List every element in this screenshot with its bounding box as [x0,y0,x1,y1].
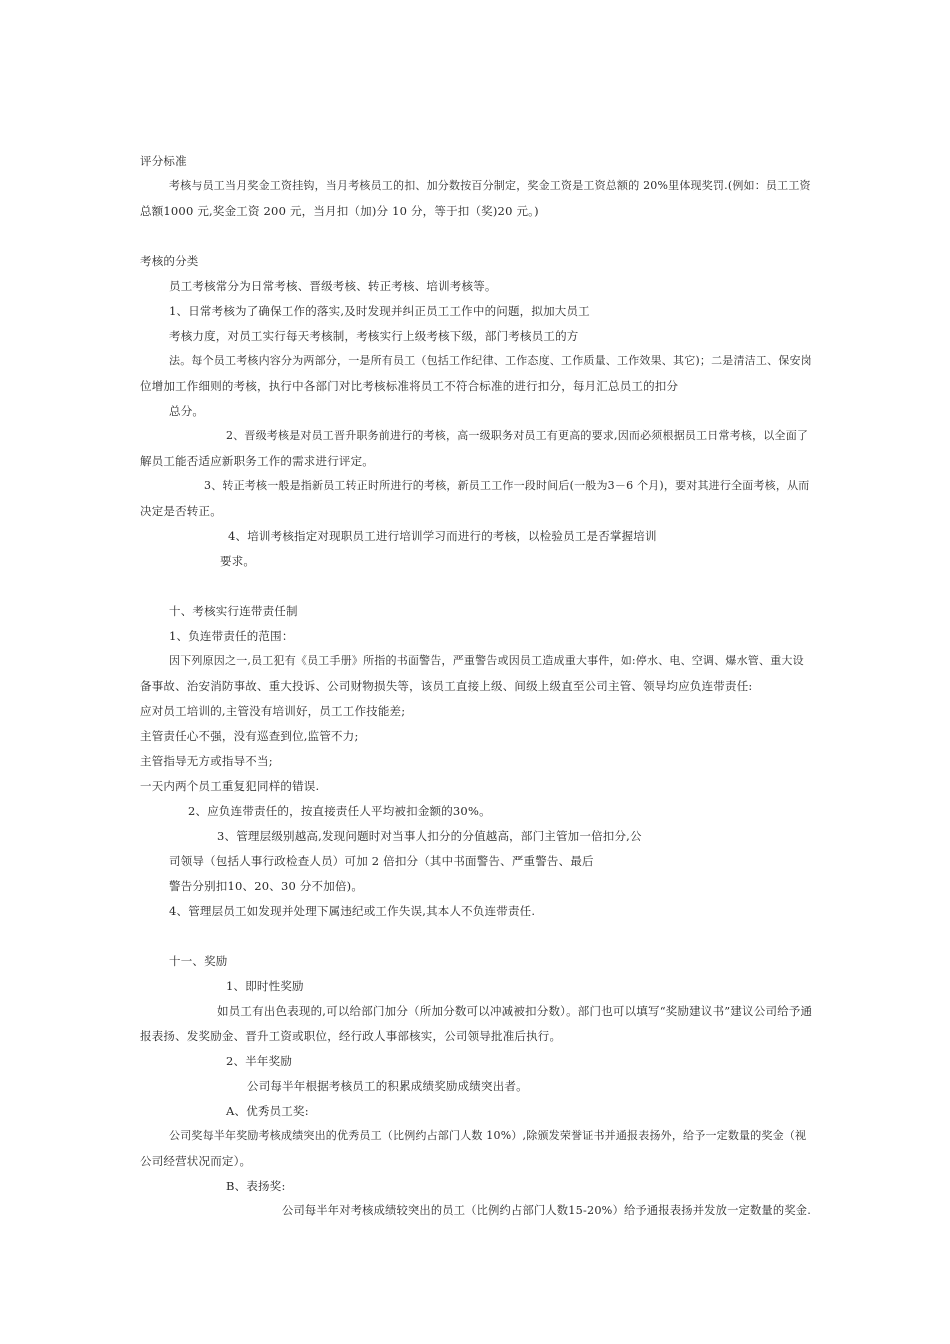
paragraph-line: 考核与员工当月奖金工资挂钩，当月考核员工的扣、加分数按百分制定，奖金工资是工资总额的 20%里体现奖罚.(例如：员工工资 [169,179,811,192]
list-item: 2、晋级考核是对员工晋升职务前进行的考核，高一级职务对员工有更高的要求,因而必须根据员工日常考核，以全面了 [226,429,809,442]
paragraph-line: 报表扬、发奖励金、晋升工资或职位，经行政人事部核实，公司领导批准后执行。 [140,1029,562,1043]
subsection-title: 2、半年奖励 [226,1054,293,1068]
paragraph-line: 解员工能否适应新职务工作的需求进行评定。 [140,454,374,468]
section-title: 考核的分类 [140,254,199,268]
list-item: 主管责任心不强，没有巡查到位,监管不力; [140,729,359,743]
paragraph-line: 备事故、治安消防事故、重大投诉、公司财物损失等，该员工直接上级、间级上级直至公司主管、领导均应负连带责任: [140,679,753,693]
paragraph-line: 公司奖每半年奖励考核成绩突出的优秀员工（比例约占部门人数 10%）,除颁发荣誉证书并通报表扬外，给予一定数量的奖金（视 [169,1129,807,1142]
section-title: 十、考核实行连带责任制 [169,604,298,618]
list-item: 4、培训考核指定对现职员工进行培训学习而进行的考核，以检验员工是否掌握培训 [228,529,657,543]
list-item: 2、应负连带责任的，按直接责任人平均被扣金额的30%。 [188,804,491,818]
list-item: 1、日常考核为了确保工作的落实,及时发现并纠正员工工作中的问题，拟加大员工 [169,304,590,318]
paragraph-line: 总分。 [169,404,205,418]
list-item: 3、转正考核一般是指新员工转正时所进行的考核，新员工工作一段时间后(一般为3－6 个月)，要对其进行全面考核，从而 [204,479,810,492]
subsection-title: B、表扬奖: [226,1179,286,1193]
section-title: 十一、奖励 [169,954,228,968]
subsection-title: A、优秀员工奖: [226,1104,309,1118]
paragraph-line: 因下列原因之一,员工犯有《员工手册》所指的书面警告，严重警告或因员工造成重大事件，如:停水、电、空调、爆水管、重大设 [169,654,804,667]
section-title: 评分标准 [140,154,187,168]
paragraph-line: 公司经营状况而定）。 [140,1154,252,1168]
list-item: 应对员工培训的,主管没有培训好，员工工作技能差; [140,704,406,718]
list-item: 4、管理层员工如发现并处理下属违纪或工作失误,其本人不负连带责任. [169,904,536,918]
paragraph-line: 考核力度，对员工实行每天考核制，考核实行上级考核下级，部门考核员工的方 [169,329,579,343]
subsection-title: 1、即时性奖励 [226,979,304,993]
paragraph-line: 位增加工作细则的考核，执行中各部门对比考核标准将员工不符合标准的进行扣分，每月汇总员工的扣分 [140,379,679,393]
list-item: 主管指导无方或指导不当; [140,754,273,768]
paragraph-line: 如员工有出色表现的,可以给部门加分（所加分数可以冲减被扣分数）。部门也可以填写“奖励建议书”建议公司给予通 [217,1004,813,1018]
list-item: 3、管理层级别越高,发现问题时对当事人扣分的分值越高，部门主管加一倍扣分,公 [217,829,642,843]
paragraph-line: 司领导（包括人事行政检查人员）可加 2 倍扣分（其中书面警告、严重警告、最后 [169,854,594,868]
paragraph-line: 公司每半年对考核成绩较突出的员工（比例约占部门人数15-20%）给予通报表扬并发放一定数量的奖金. [282,1204,811,1217]
paragraph-line: 总额1000 元,奖金工资 200 元，当月扣（加)分 10 分，等于扣（奖)20 元。) [140,204,539,218]
paragraph-line: 要求。 [220,554,256,568]
list-item: 一天内两个员工重复犯同样的错误. [140,779,320,793]
paragraph-line: 法。每个员工考核内容分为两部分，一是所有员工（包括工作纪律、工作态度、工作质量、工作效果、其它)；二是清洁工、保安岗 [169,354,812,367]
paragraph-line: 员工考核常分为日常考核、晋级考核、转正考核、培训考核等。 [169,279,497,293]
subsection-title: 1、负连带责任的范围： [169,629,294,643]
paragraph-line: 公司每半年根据考核员工的积累成绩奖励成绩突出者。 [247,1079,528,1093]
paragraph-line: 警告分别扣10、20、30 分不加倍)。 [169,879,364,893]
paragraph-line: 决定是否转正。 [140,504,222,518]
